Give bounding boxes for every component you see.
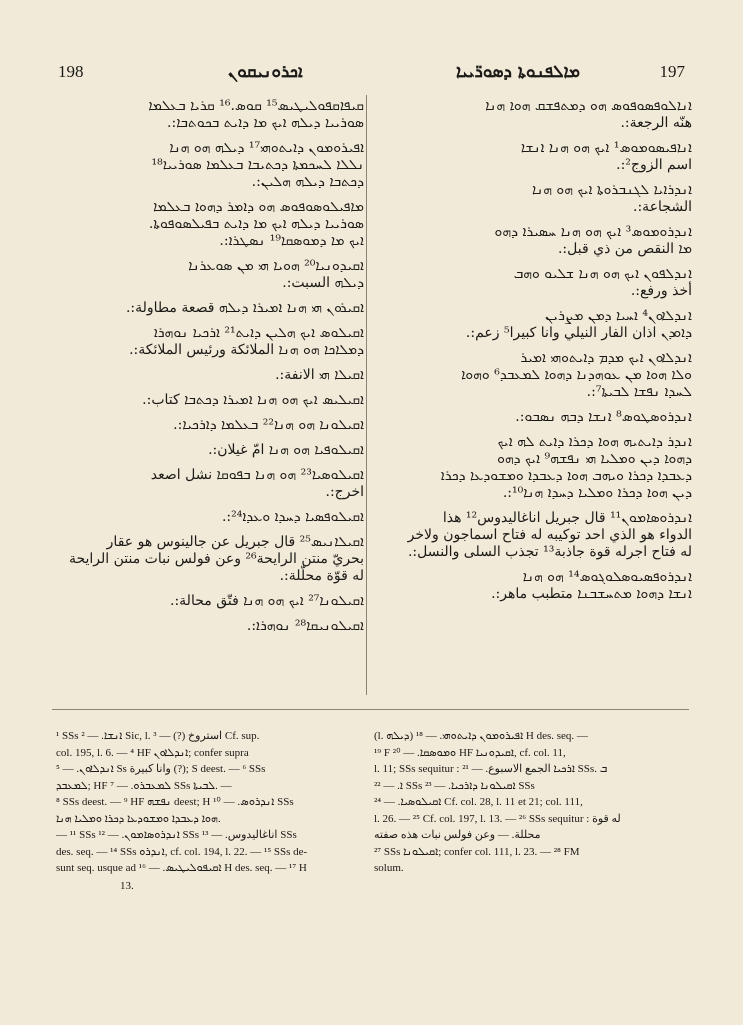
dictionary-entry	[374, 224, 692, 258]
entry-line: له فتاح اجرله قوة جاذبة¹³ تجذب السلى والنسل:.	[407, 544, 692, 560]
left-column	[46, 98, 364, 643]
entry-line: له قوّة محلّلة:.	[279, 568, 364, 584]
entry-line: ܣܘܪܝܝܐ ܕܝܠܗ ܐܝܟ ܡܐ ܕܐܝܬ ܒܦܝܠܣܘܦܘܬܐ.	[148, 216, 364, 232]
entry-line: ܐܩܝܠܘܢܐ²⁷ ܐܝܟ ܗܘ ܗܢܐ فتّق محالة:.	[170, 593, 364, 609]
entry-line: اسم الزوج²:.	[616, 157, 692, 173]
left-page-number: 198	[58, 62, 84, 81]
entry-line: ܐܢܕܪ ܕܐܝܬܝܗ ܗܘܐ ܕܟܪܐ ܕܐܝܬ ܠܗ ܐܝܟ	[497, 434, 692, 450]
dictionary-entry	[46, 593, 364, 610]
entry-line: ܐܢܫܐ ܕܗܘܐ ܡܬܚܫܒܢܐ متطبب ماهر:.	[491, 586, 692, 602]
entry-line: ܩܝܦܐܩܦܘܠܝܛܝܣ¹⁵ ܩܘܣ.¹⁶ ܩܪܝܐ ܒܥܠܡܐ	[148, 98, 364, 114]
dictionary-entry	[46, 140, 364, 191]
entry-line: ܐܩܝܪܘܢ ܗܝ ܗܢܐ ܐܡܝܪܐ ܕܝܠܗ قصعة مطاولة:.	[125, 300, 364, 316]
footnote-line: des. seq. — ¹⁴ SSs ܐܢܕܪܘ, cf. col. 194, l. 22. — ¹⁵ SSs de-	[56, 845, 308, 858]
footnote-line: ܗܘܐ ܕܥܒܕܐ ܘܡܫܘܕܥܐ ܕܟܪܐ ܘܡܠܝܐ ܗܢܐ.	[56, 812, 221, 825]
left-running-head: ܐܟܪܘܢܝܩܘܢ	[228, 62, 303, 82]
entry-line: ܐܢܐܦܝܣܘܡܘܣ¹ ܐܝܟ ܗܘ ܗܢܐ ܐܢܫܐ	[520, 140, 692, 156]
page-header	[58, 62, 685, 90]
dictionary-entry	[46, 325, 364, 359]
footnote-rule	[52, 709, 689, 710]
entry-line: ܐܦܝܪܘܡܘܢ ܕܐܝܬܘܗܝ¹⁷ ܕܝܠܗ ܗܘ ܗܢܐ	[169, 140, 364, 156]
entry-line: ܘܠܐ ܗܘܐ ܡܢ ܥܘܗܕܢܐ ܕܗܘܐ ܠܡܥܒܕ⁶ ܘܗܘܐ	[461, 367, 692, 383]
right-running-head: ܡܐܠܦܢܘܬܐ ܕܣܘܪ̈ܝܝܐ	[456, 62, 580, 82]
footnote-line: solum.	[374, 862, 404, 874]
entry-line: ܐܢܕܠܐܘܢ⁴ ܐܚܝܐ ܕܡܢ ܡܨܪܝܢ	[545, 308, 692, 324]
dictionary-entry	[46, 199, 364, 250]
entry-line: ܐܢܕܪܘܣܛܘܣ⁸ ܐܢܫܐ ܕܒܗ ܢܣܒܘ:.	[515, 409, 692, 425]
right-page-number: 197	[659, 62, 685, 81]
dictionary-entry	[46, 300, 364, 317]
entry-line: ܐܩܝܠܐܢܝܣ²⁵ قال جبريل عن جالينوس هو عقار	[106, 534, 364, 550]
entry-line: ܐܢܕܪܘܣܐܡܘܢ¹¹ قال جبريل اناغاليدوس¹² هذا	[442, 510, 692, 526]
entry-line: ܡܐ النقص من ذي قبل:.	[557, 241, 692, 257]
entry-line: هنّه الرجعة:.	[620, 115, 692, 131]
signature-mark: 13.	[120, 880, 134, 892]
entry-line: ܢܠܠܐ ܠܚܟܡܬܐ ܕܟܬܝܒܐ ܒܥܠܡܐ ܣܘܪܝܝܐ¹⁸	[151, 157, 364, 173]
footnote-line: ⁸ SSs deest. — ⁹ HF ܢܦܫܗ deest; H ܐܢܕܪܘܣ. — ¹⁰ SSs	[56, 796, 294, 808]
dictionary-entry	[374, 308, 692, 342]
dictionary-entry	[46, 367, 364, 384]
dictionary-entry	[46, 534, 364, 585]
entry-line: ܣܘܪܝܝܐ ܕܝܠܗ ܐܝܟ ܡܐ ܕܐܝܬ ܒܟܘܬܒܐ:.	[167, 115, 364, 131]
entry-line: ܕܟܬܒܐ ܕܝܠܗ ܗܠܝܢ:.	[251, 174, 364, 190]
footnote-line: — ¹¹ SSs ܐܢܕܪܘܣܐܡܘܢ. — ¹² SSs اناغاليدوس. — ¹³ SSs	[56, 829, 297, 841]
entry-line: ܠܚܕܐ ܢܦܫܐ ܠܒܝܬܐ⁷:.	[586, 384, 692, 400]
entry-line: ܐܩܝܠܘܣ ܐܝܟ ܗܠܝܢ ܕܐܝܬ²¹ ܐܪܟܝܐ ܢܘܗܪܐ	[153, 325, 364, 341]
right-column	[374, 98, 692, 611]
entry-line: ܐܩܝܠܝܣ ܐܝܟ ܗܘ ܗܢܐ ܐܡܝܪܐ ܕܟܬܒܐ كتاب:.	[142, 392, 364, 408]
entry-line: ܕܝܠܗ السبت:.	[282, 275, 364, 291]
dictionary-entry	[46, 509, 364, 526]
dictionary-entry	[374, 140, 692, 174]
entry-line: ܐܝܟ ܡܐ ܕܡܘܣܩܐ¹⁹ ܢܣܛܪܐ:.	[219, 233, 364, 249]
entry-line: الشجاعة:.	[633, 199, 692, 215]
entry-line: اخرج:.	[325, 484, 364, 500]
dictionary-entry	[46, 258, 364, 292]
dictionary-entry	[46, 618, 364, 635]
dictionary-entry	[374, 409, 692, 426]
footnote-line: ܐܩܝܠܘܣܝܐ. — ²⁴ Cf. col. 28, l. 11 et 21; col. 111,	[374, 796, 583, 808]
dictionary-entry	[46, 442, 364, 459]
footnote-line: ܐ. — ²² SSs ܐܩܝܠܘܢܐ ܕܐܪܟܝܐ. — ²³ SSs	[374, 779, 535, 792]
entry-line: ܕܐܘܕܢ اذان الفار النيلي وانا كبيرا⁵ زعم:.	[465, 325, 692, 341]
entry-line: أخذ ورفع:.	[630, 283, 692, 299]
entry-line: ܐܩܝܕܘܢܝܐ²⁰ ܗܘܝܐ ܗܝ ܡܢ ܣܘܥܪܢܐ	[188, 258, 364, 274]
entry-line: ܐܢܕܠܦܘܢ ܐܝܟ ܗܘ ܗܢܐ ܫܠܝܘ ܘܗܒ	[513, 266, 692, 282]
entry-line: الدواء هو الذي احد توكيبه له فتاح اسماجون ولاخر	[407, 527, 692, 543]
footnote-line: ¹⁹ F ܘܡܘܣܩܐ. — ²⁰ HF ܐܩܝܕܘܢܝܐ, cf. col. 11,	[374, 746, 566, 759]
footnote-line: ܐܢܕܠܐܘܢ. — ⁵ Ss وانا كبيرة (?); S deest. — ⁶ SSs	[56, 763, 266, 775]
entry-line: ܐܢܐܠܘܦܣܘܦܘܣ ܗܘ ܕܡܬܦܫܩ ܗܘܐ ܗܢܐ	[485, 98, 692, 114]
dictionary-entry	[46, 98, 364, 132]
entry-line: ܕܡܠܐܟܐ ܗܘ ܗܢܐ الملائكة ورئيس الملائكة:.	[129, 342, 364, 358]
entry-line: ܕܗܘܐ ܕܝܢ ܘܡܠܝܐ ܗܝ ܢܦܫܗ⁹ ܐܝܟ ܕܗܘ	[497, 451, 692, 467]
dictionary-entry	[374, 510, 692, 561]
entry-line: ܐܢܕܪܐܝܐ ܠܓܢܒܪܘܬܐ ܐܝܟ ܗܘ ܗܢܐ	[531, 182, 692, 198]
dictionary-entry	[374, 569, 692, 603]
entry-line: ܐܩܝܠܘܢܐ ܗܘ ܗܢܐ²² ܒܥܠܡܐ ܕܐܪܟܝܐ:.	[173, 417, 364, 433]
dictionary-entry	[374, 98, 692, 132]
dictionary-entry	[374, 434, 692, 502]
footnote-line: ²⁷ SSs ܐܩܝܠܘܢܐ; confer col. 111, l. 23. — ²⁸ FM	[374, 845, 580, 858]
entry-line: ܐܩܝܠܘܣܝܐ²³ ܗܘ ܗܢܐ ܒܦܘܩܐ نشل اصعد	[150, 467, 364, 483]
entry-line: ܐܩܝܠܐ ܗܝ الانفة:.	[275, 367, 364, 383]
entry-line: ܕܥܒܕܐ ܕܟܪܐ ܘܝܗܒ ܗܘܐ ܕܥܒܕܐ ܘܡܫܘܕܥܐ ܕܟܪܐ	[440, 468, 692, 484]
footnote-line: l. 26. — ²⁵ Cf. col. 197, l. 13. — ²⁶ SSs sequitur : له قوة	[374, 812, 621, 825]
column-divider	[366, 95, 367, 695]
footnote-line: ¹ SSs ܐܢܫܐ. — ² Sic, l. استروخ (?) — ³ Cf. sup.	[56, 730, 260, 742]
dictionary-entry	[46, 392, 364, 409]
entry-line: بحريّ منتن الرايحة²⁶ وعن فولس نبات منتن الرايحة	[68, 551, 364, 567]
footnotes-left	[56, 728, 356, 877]
entry-line: ܐܩܝܠܘܢܝܩܐ²⁸ ܢܘܗܪܐ:.	[246, 618, 364, 634]
footnote-line: محللة. — وعن فولس نبات هذه صفته	[374, 829, 541, 841]
footnote-line: l. 11; SSs sequitur : ܐܪܟܝܐ الجمع الاسبوع. — ²¹ SSs. ܒ	[374, 763, 608, 775]
entry-line: ܐܢܕܠܐܘܢ ܐܝܟ ܡܕܡ ܕܐܝܬܘܗܝ ܐܡܝܪ	[520, 350, 692, 366]
dictionary-entry	[374, 266, 692, 300]
entry-line: ܐܩܝܠܘܦܣܝܐ ܕܚܕܐ ܘܥܕܐ²⁴:.	[221, 509, 364, 525]
dictionary-entry	[374, 350, 692, 401]
footnote-line: (l. ܕܝܠܗ) ܐܦܝܪܘܡܘܢ ܕܐܝܬܘܗܝ. — ¹⁸ H des. seq. —	[374, 730, 588, 742]
footnote-line: col. 195, l. 6. — ⁴ HF ܐܢܕܠܐܘܢ; confer supra	[56, 746, 249, 759]
footnotes-right	[374, 728, 694, 877]
entry-line: ܕܝܢ ܗܘܐ ܕܟܪܐ ܘܡܠܝܐ ܕܚܕܐ ܗܢܐ¹⁰:.	[502, 485, 692, 501]
entry-line: ܐܢܕܪܘܡܘܣ³ ܐܝܟ ܗܘ ܗܢܐ ܚܣܝܪܐ ܕܗܘ	[494, 224, 692, 240]
dictionary-entry	[46, 417, 364, 434]
entry-line: ܡܐܦܝܠܘܣܘܦܘܣ ܗܘ ܕܐܡܪ ܕܗܘܐ ܒܥܠܡܐ	[153, 199, 364, 215]
entry-line: ܐܢܕܪܘܦܣܝܘܣܠܘܓܘܣ¹⁴ ܗܘ ܗܢܐ	[522, 569, 692, 585]
dictionary-entry	[374, 182, 692, 216]
footnote-line: sunt seq. usque ad ܐܩܝܦܘܠܝܛܝܣ. — ¹⁶ H des. seq. — ¹⁷ H	[56, 862, 307, 874]
entry-line: ܐܩܝܠܘܦܝܐ ܗܘ ܗܢܐ امّ غيلان:.	[208, 442, 364, 458]
dictionary-entry	[46, 467, 364, 501]
footnote-line: ܠܡܥܒܕ; HF ܠܡܥܒܪܘ. — ⁷ SSs ܠܒܝܬܐ. —	[56, 779, 232, 792]
